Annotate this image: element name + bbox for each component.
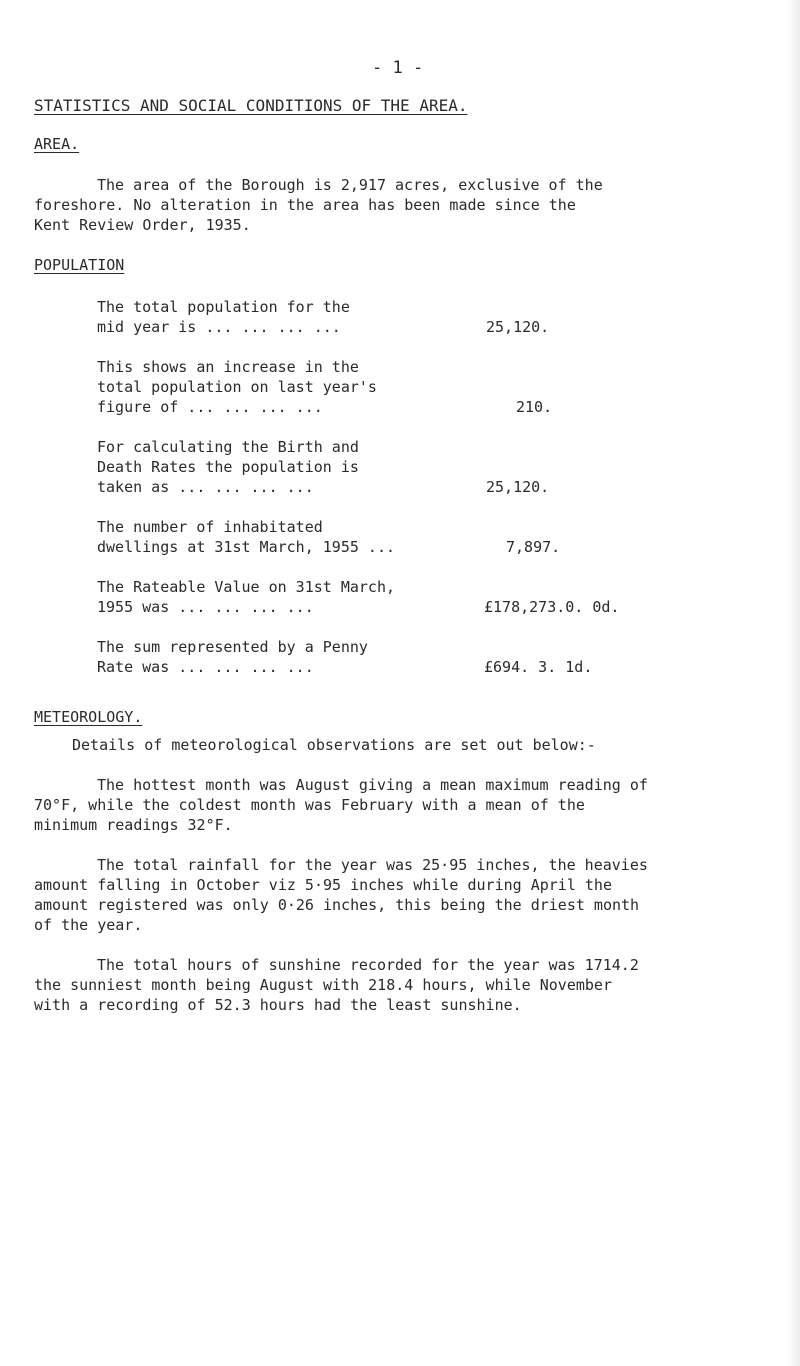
meteorology-para-3-line-2: the sunniest month being August with 218.4 hours, while November <box>34 976 612 994</box>
area-line-1: The area of the Borough is 2,917 acres, exclusive of the <box>97 176 603 194</box>
meteorology-para-3-line-3: with a recording of 52.3 hours had the least sunshine. <box>34 996 522 1014</box>
meteorology-para-2-line-1: The total rainfall for the year was 25·95 inches, the heavies <box>97 856 648 874</box>
population-heading: POPULATION <box>34 256 125 274</box>
meteorology-para-3-line-1: The total hours of sunshine recorded for the year was 1714.2 <box>97 956 639 974</box>
area-line-3: Kent Review Order, 1935. <box>34 216 251 234</box>
population-row-4-line-1: The number of inhabitated <box>97 518 323 536</box>
population-row-3-line-3: taken as ... ... ... ... <box>97 478 314 496</box>
population-row-1-line-1: The total population for the <box>97 298 350 316</box>
meteorology-para-1-line-1: The hottest month was August giving a mean maximum reading of <box>97 776 648 794</box>
meteorology-para-2-line-4: of the year. <box>34 916 143 934</box>
area-line-2: foreshore. No alteration in the area has been made since the <box>34 196 576 214</box>
area-heading: AREA. <box>34 135 80 153</box>
meteorology-intro: Details of meteorological observations are set out below:- <box>72 736 596 754</box>
meteorology-para-1-line-2: 70°F, while the coldest month was February with a mean of the <box>34 796 585 814</box>
population-row-1-value: 25,120. <box>486 318 550 336</box>
population-row-2-line-1: This shows an increase in the <box>97 358 359 376</box>
meteorology-heading: METEOROLOGY. <box>34 708 143 726</box>
population-row-5-value: £178,273.0. 0d. <box>484 598 620 616</box>
population-row-4-value: 7,897. <box>506 538 561 556</box>
population-row-3-line-2: Death Rates the population is <box>97 458 359 476</box>
population-row-6-value: £694. 3. 1d. <box>484 658 593 676</box>
meteorology-para-2-line-3: amount registered was only 0·26 inches, this being the driest month <box>34 896 640 914</box>
meteorology-para-2-line-2: amount falling in October viz 5·95 inches while during April the <box>34 876 612 894</box>
population-row-6-line-2: Rate was ... ... ... ... <box>97 658 314 676</box>
population-row-2-line-3: figure of ... ... ... ... <box>97 398 323 416</box>
main-heading: STATISTICS AND SOCIAL CONDITIONS OF THE AREA. <box>34 96 468 115</box>
population-row-6-line-1: The sum represented by a Penny <box>97 638 368 656</box>
page-number: - 1 - <box>372 58 424 78</box>
population-row-2-value: 210. <box>516 398 553 416</box>
page-edge-shadow <box>786 0 800 1366</box>
population-row-5-line-1: The Rateable Value on 31st March, <box>97 578 396 596</box>
meteorology-para-1-line-3: minimum readings 32°F. <box>34 816 233 834</box>
population-row-4-line-2: dwellings at 31st March, 1955 ... <box>97 538 396 556</box>
population-row-3-value: 25,120. <box>486 478 550 496</box>
population-row-3-line-1: For calculating the Birth and <box>97 438 359 456</box>
population-row-1-line-2: mid year is ... ... ... ... <box>97 318 341 336</box>
population-row-2-line-2: total population on last year's <box>97 378 377 396</box>
population-row-5-line-2: 1955 was ... ... ... ... <box>97 598 314 616</box>
